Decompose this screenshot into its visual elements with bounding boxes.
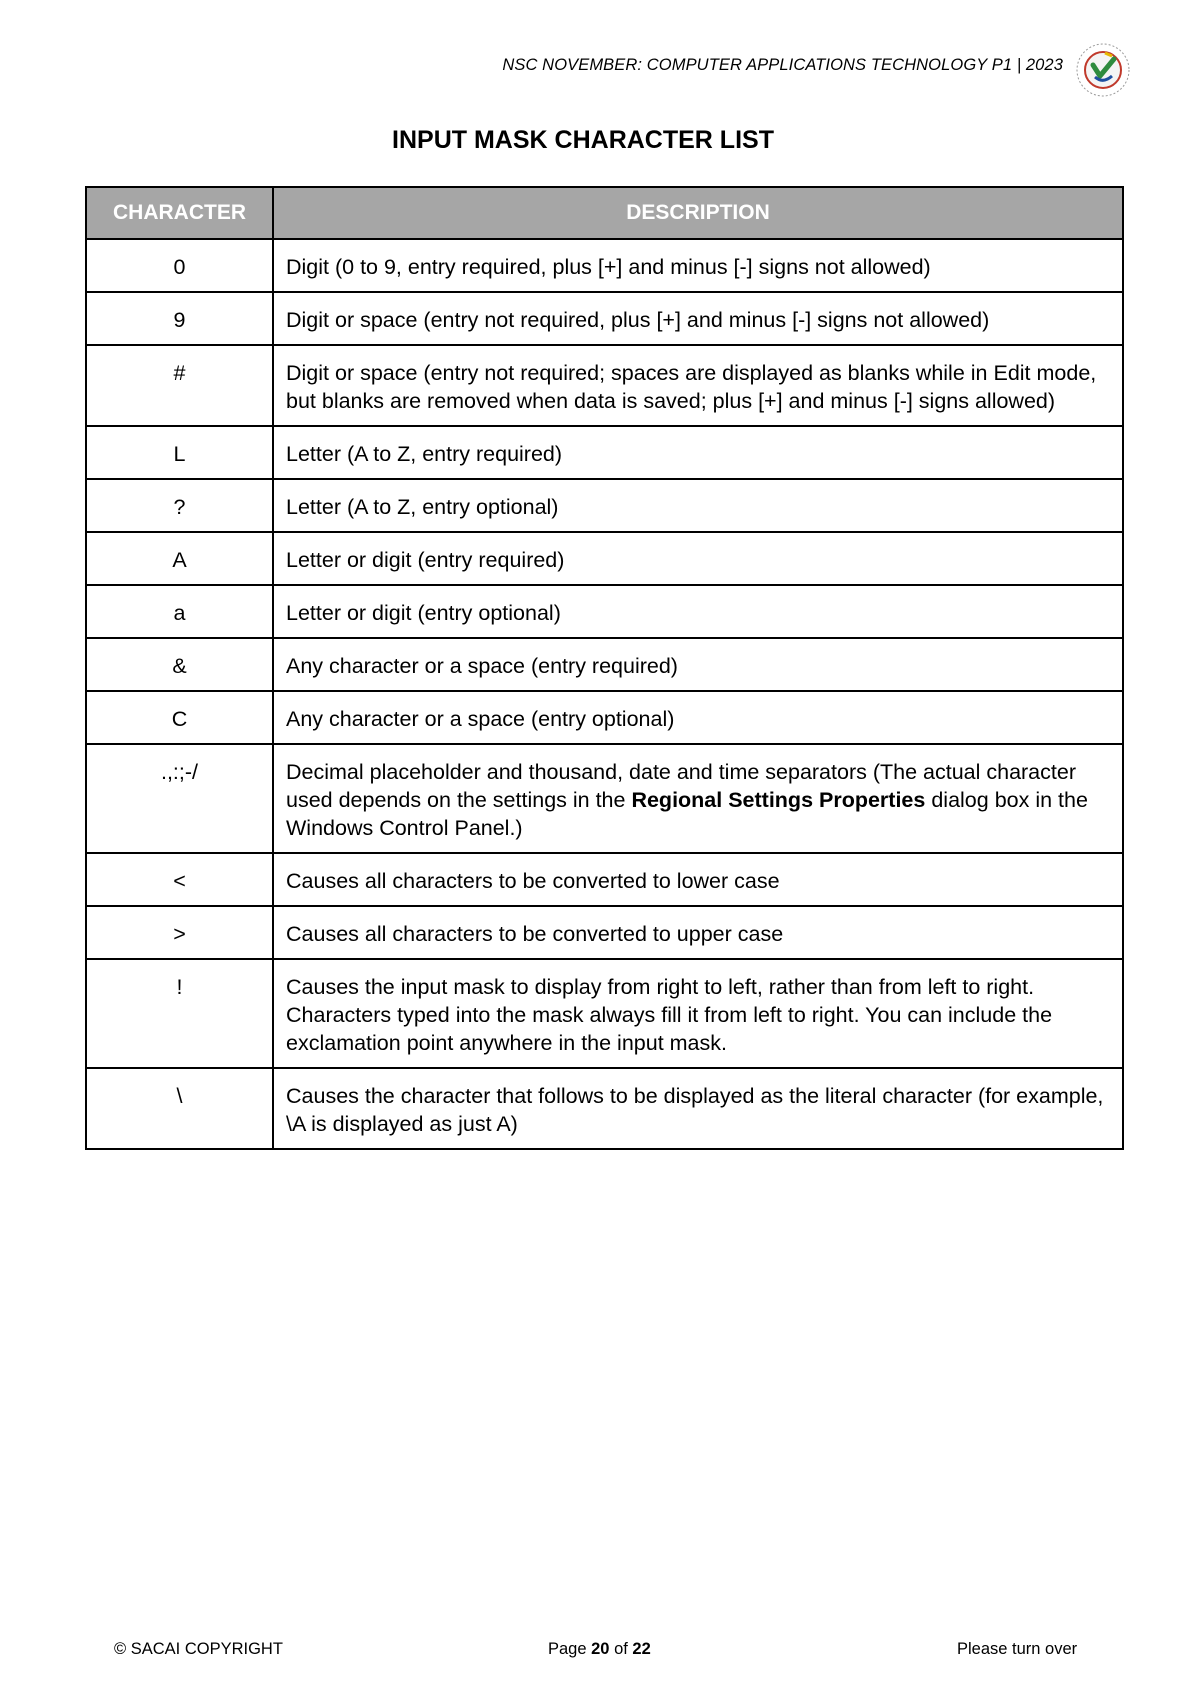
mask-character: \ <box>86 1068 273 1149</box>
page-of-label: of <box>609 1640 633 1658</box>
table-row <box>86 532 1123 585</box>
page-header: NSC NOVEMBER: COMPUTER APPLICATIONS TECHNOLOGY P1 | 2023 <box>502 56 1063 74</box>
mask-description: Any character or a space (entry optional) <box>273 691 1123 744</box>
table-row <box>86 638 1123 691</box>
mask-description: Digit or space (entry not required; spaces are displayed as blanks while in Edit mode, but blanks are removed when data is saved; plus [+] and minus [-] signs allowed) <box>273 345 1123 426</box>
mask-character: C <box>86 691 273 744</box>
page-label: Page <box>548 1640 592 1658</box>
table-header-row <box>86 187 1123 239</box>
mask-character: .,:;-/ <box>86 744 273 853</box>
page-title: INPUT MASK CHARACTER LIST <box>392 126 774 154</box>
mask-description: Causes the character that follows to be displayed as the literal character (for example, \A is displayed as just A) <box>273 1068 1123 1149</box>
mask-character: 9 <box>86 292 273 345</box>
mask-character: 0 <box>86 239 273 292</box>
table-row <box>86 479 1123 532</box>
mask-description: Letter or digit (entry required) <box>273 532 1123 585</box>
mask-description: Causes the input mask to display from right to left, rather than from left to right. Characters typed into the mask always fill it from left to right. You can include the exclamation point anywhere in the input mask. <box>273 959 1123 1068</box>
mask-description: Digit (0 to 9, entry required, plus [+] and minus [-] signs not allowed) <box>273 239 1123 292</box>
mask-character: L <box>86 426 273 479</box>
mask-description: Letter (A to Z, entry optional) <box>273 479 1123 532</box>
mask-character: < <box>86 853 273 906</box>
mask-character: > <box>86 906 273 959</box>
sacai-checkmark-logo-icon <box>1075 42 1131 98</box>
mask-character: & <box>86 638 273 691</box>
mask-character: # <box>86 345 273 426</box>
mask-character: ! <box>86 959 273 1068</box>
footer-copyright: © SACAI COPYRIGHT <box>114 1640 283 1658</box>
mask-description: Causes all characters to be converted to lower case <box>273 853 1123 906</box>
input-mask-table <box>85 186 1124 1150</box>
table-row <box>86 345 1123 426</box>
table-row <box>86 292 1123 345</box>
total-pages: 22 <box>632 1640 651 1658</box>
mask-description <box>273 744 1123 853</box>
footer-page-number <box>548 1640 651 1659</box>
mask-description: Any character or a space (entry required) <box>273 638 1123 691</box>
description-text: Decimal placeholder and thousand, date and time separators (The actual character used depends on the settings in the <box>286 760 1076 812</box>
table-row <box>86 1068 1123 1149</box>
table-row <box>86 906 1123 959</box>
table-row <box>86 853 1123 906</box>
mask-description: Letter (A to Z, entry required) <box>273 426 1123 479</box>
current-page: 20 <box>591 1640 610 1658</box>
footer-turn-over: Please turn over <box>957 1640 1078 1658</box>
mask-description: Digit or space (entry not required, plus [+] and minus [-] signs not allowed) <box>273 292 1123 345</box>
column-header-character: CHARACTER <box>86 187 273 239</box>
table-row <box>86 426 1123 479</box>
table-row <box>86 585 1123 638</box>
table-row <box>86 239 1123 292</box>
table-row <box>86 691 1123 744</box>
regional-settings-emphasis: Regional Settings Properties <box>631 788 926 812</box>
mask-character: a <box>86 585 273 638</box>
mask-character: A <box>86 532 273 585</box>
column-header-description: DESCRIPTION <box>273 187 1123 239</box>
table-row <box>86 959 1123 1068</box>
description-text: dialog box in the Windows Control Panel.) <box>286 788 1088 840</box>
mask-character: ? <box>86 479 273 532</box>
table-row <box>86 744 1123 853</box>
mask-description: Causes all characters to be converted to upper case <box>273 906 1123 959</box>
mask-description: Letter or digit (entry optional) <box>273 585 1123 638</box>
